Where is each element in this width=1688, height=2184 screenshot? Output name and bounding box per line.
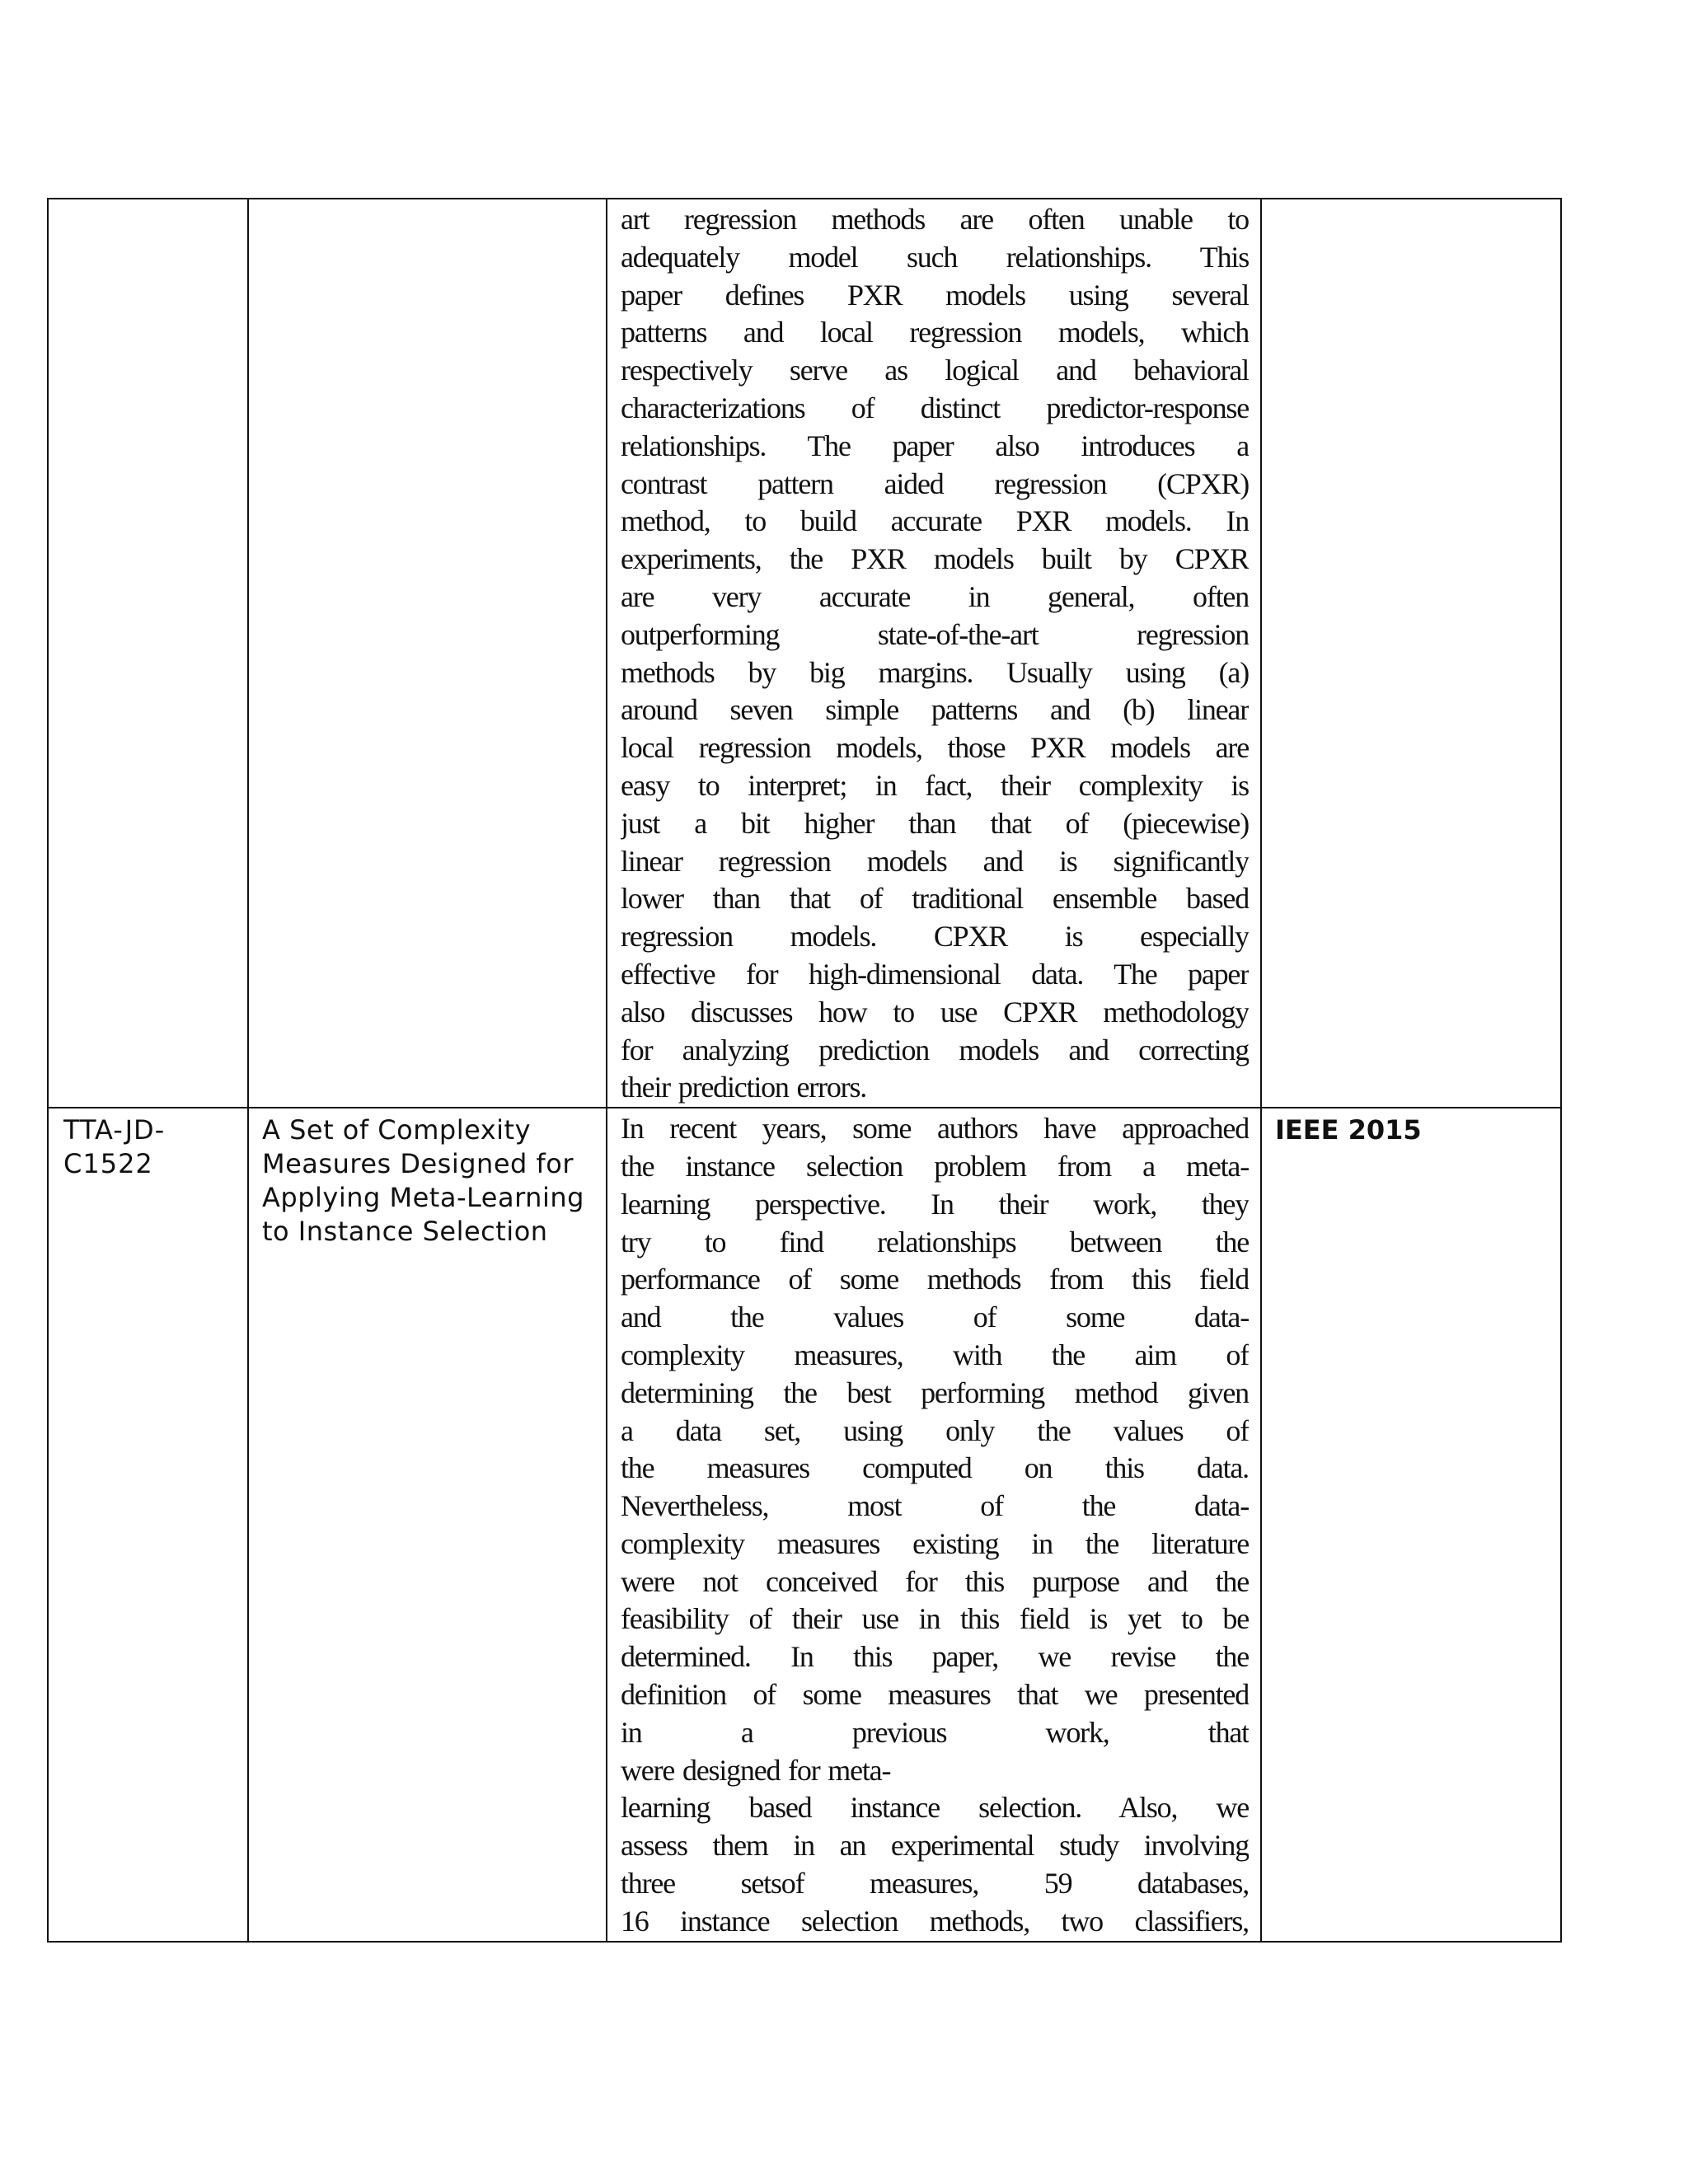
title-cell [248, 1108, 607, 1942]
abstract-line: for analyzing prediction models and correcting [621, 1033, 1249, 1066]
abstract-line: local regression models, those PXR models are [621, 731, 1249, 765]
abstract-line: a data set, using only the values of [621, 1413, 1249, 1447]
abstract-cell [607, 1108, 1261, 1942]
code-cell [48, 199, 248, 1108]
abstract-line: art regression methods are often unable to [621, 203, 1249, 236]
abstract-line: complexity measures, with the aim of [621, 1338, 1249, 1371]
abstract-line: regression models. CPXR is especially [621, 920, 1249, 954]
abstract-line: try to find relationships between the [621, 1225, 1249, 1258]
abstract-cell [607, 199, 1261, 1108]
project-title: A Set of Complexity Measures Designed for Applying Meta-Learning to Instance Selection [262, 1114, 584, 1248]
abstract-line: the instance selection problem from a meta- [621, 1149, 1249, 1183]
project-code: TTA-JD-C1522 [63, 1114, 166, 1180]
publication-cell [1261, 199, 1561, 1108]
project-abstract [607, 199, 1260, 1107]
abstract-line: are very accurate in general, often [621, 579, 1249, 613]
abstract-line: lower than that of traditional ensemble based [621, 882, 1249, 916]
abstract-line: performance of some methods from this field [621, 1263, 1249, 1296]
project-abstract [607, 1108, 1260, 1941]
abstract-line: feasibility of their use in this field is yet to be [621, 1602, 1249, 1636]
abstract-line: determining the best performing method given [621, 1376, 1249, 1409]
abstract-line: and the values of some data- [621, 1301, 1249, 1334]
abstract-line: the measures computed on this data. [621, 1451, 1249, 1485]
abstract-line: just a bit higher than that of (piecewise) [621, 806, 1249, 840]
abstract-line: learning perspective. In their work, they [621, 1187, 1249, 1221]
abstract-line: three setsof measures, 59 databases, [621, 1867, 1249, 1900]
abstract-line: patterns and local regression models, which [621, 316, 1249, 349]
project-code [49, 199, 247, 204]
abstract-line: respectively serve as logical and behavioral [621, 354, 1249, 387]
abstract-line: in a previous work, that [621, 1715, 1249, 1749]
abstract-line: experiments, the PXR models built by CPXR [621, 542, 1249, 576]
abstract-line: determined. In this paper, we revise the [621, 1640, 1249, 1674]
abstract-line: easy to interpret; in fact, their complexity is [621, 768, 1249, 802]
abstract-line: linear regression models and is significantly [621, 844, 1249, 878]
abstract-line: learning based instance selection. Also, we [621, 1791, 1249, 1825]
project-title [249, 199, 606, 204]
abstract-line: Nevertheless, most of the data- [621, 1489, 1249, 1523]
abstract-line: outperforming state-of-the-art regression [621, 617, 1249, 651]
publication-label: IEEE 2015 [1275, 1114, 1422, 1146]
abstract-line: definition of some measures that we presented [621, 1678, 1249, 1712]
abstract-line: assess them in an experimental study involving [621, 1829, 1249, 1863]
abstract-line: method, to build accurate PXR models. In [621, 504, 1249, 538]
publication-cell [1261, 1108, 1561, 1942]
abstract-line: were not conceived for this purpose and the [621, 1564, 1249, 1598]
abstract-line: 16 instance selection methods, two classifiers, [621, 1904, 1249, 1938]
abstract-line: also discusses how to use CPXR methodology [621, 995, 1249, 1029]
abstract-line: relationships. The paper also introduces a [621, 429, 1249, 462]
abstract-line: complexity measures existing in the literature [621, 1526, 1249, 1560]
abstract-line: characterizations of distinct predictor-response [621, 391, 1249, 424]
publication-label [1262, 199, 1560, 204]
abstract-line: In recent years, some authors have approached [621, 1112, 1249, 1146]
abstract-line: contrast pattern aided regression (CPXR) [621, 466, 1249, 500]
abstract-line: methods by big margins. Usually using (a) [621, 655, 1249, 689]
table-row [48, 199, 1561, 1108]
abstract-line: paper defines PXR models using several [621, 278, 1249, 312]
abstract-line: were designed for meta- [621, 1753, 891, 1787]
abstract-line: effective for high-dimensional data. The paper [621, 957, 1249, 991]
code-cell [48, 1108, 248, 1942]
abstract-line: their prediction errors. [621, 1071, 867, 1104]
table-row [48, 1108, 1561, 1942]
abstract-line: adequately model such relationships. This [621, 240, 1249, 274]
project-table [47, 198, 1562, 1943]
abstract-line: around seven simple patterns and (b) linear [621, 693, 1249, 727]
title-cell [248, 199, 607, 1108]
